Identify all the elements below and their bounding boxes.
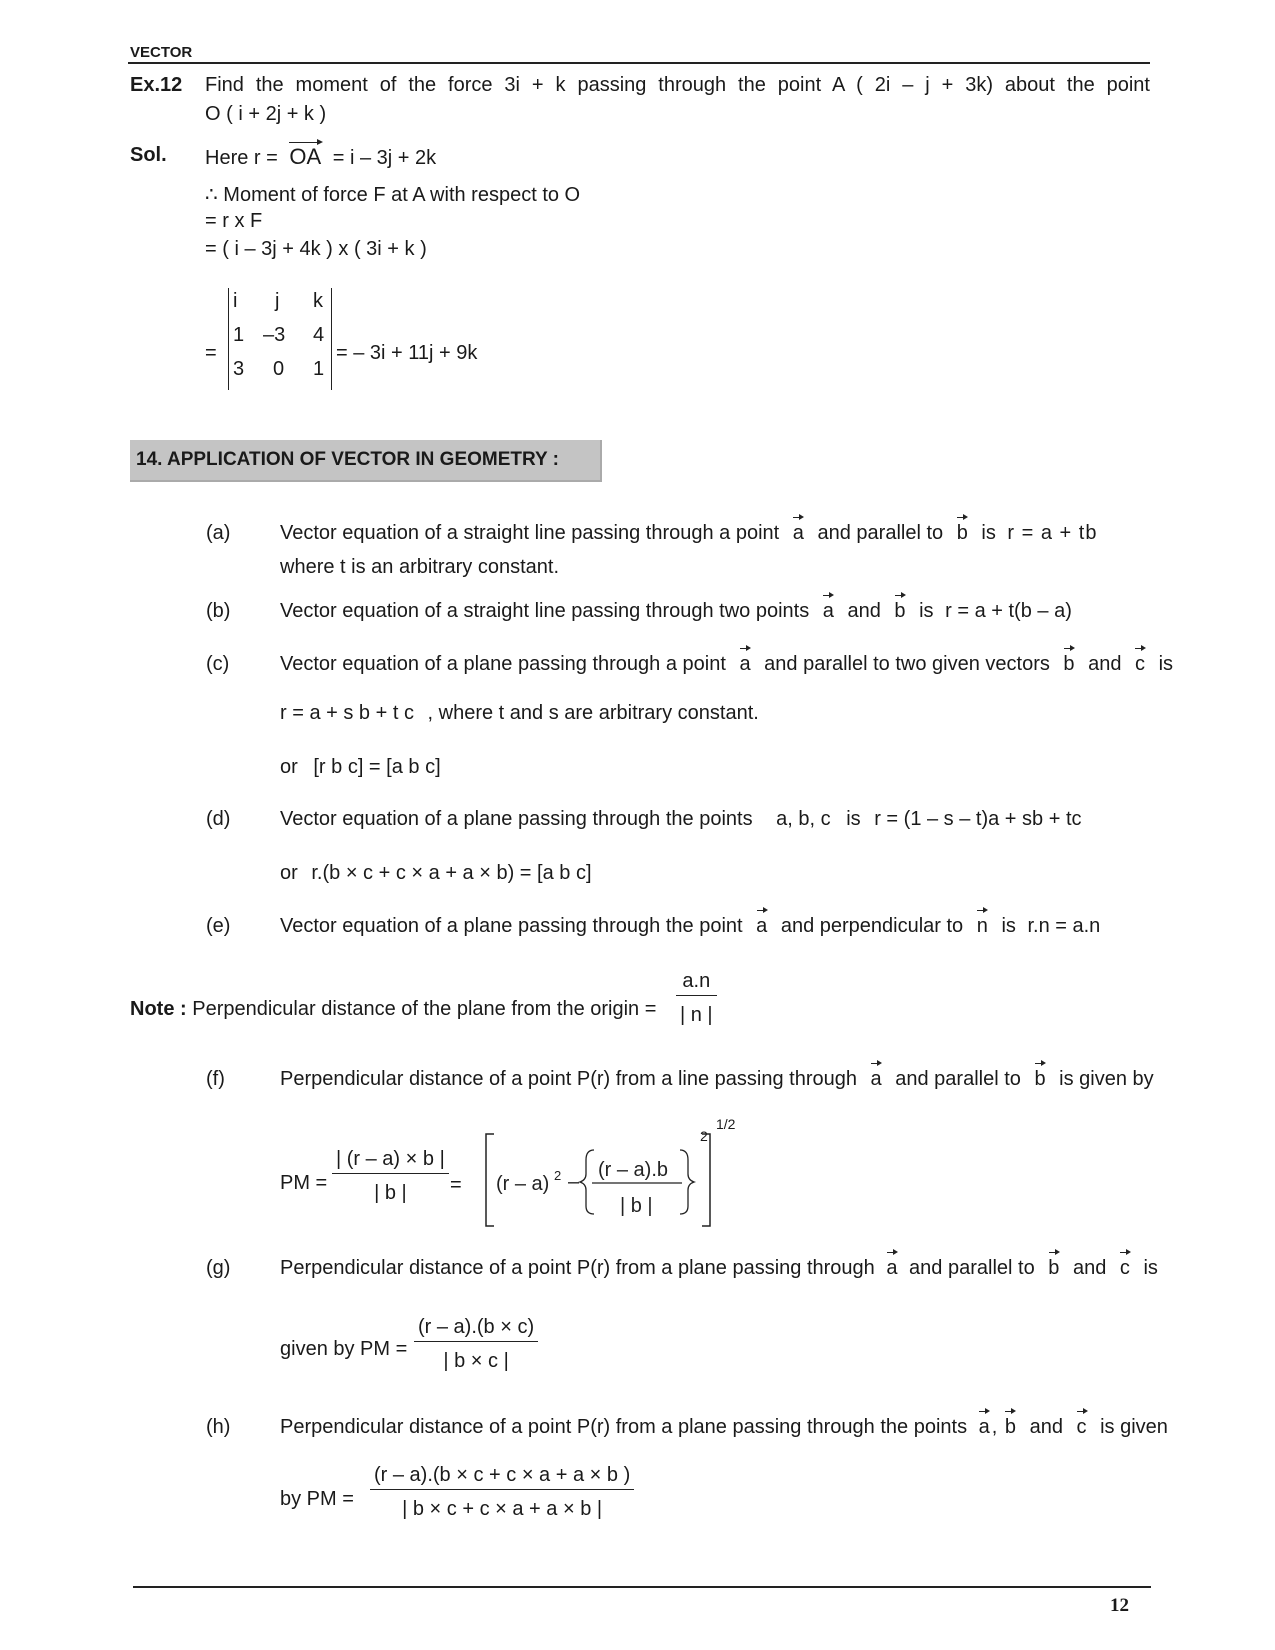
item-b-text: Vector equation of a straight line passing through two points	[280, 600, 810, 622]
det-cell: j	[275, 290, 280, 312]
vector-b: b	[1034, 1068, 1046, 1090]
item-d-points: a, b, c	[776, 808, 831, 830]
item-d-formula: r = (1 – s – t)a + sb + tc	[874, 808, 1082, 830]
item-f-fraction	[332, 1148, 449, 1205]
item-c-or: or	[280, 756, 298, 778]
item-g-is: is	[1143, 1257, 1158, 1279]
item-c-is: is	[1158, 653, 1174, 675]
item-d-text: Vector equation of a plane passing through the points	[280, 808, 753, 830]
item-b-formula: r = a + t(b – a)	[945, 600, 1072, 622]
item-d-line1	[280, 808, 1082, 831]
item-f-denominator: | b |	[332, 1173, 449, 1205]
item-c-line3	[280, 756, 441, 779]
vector-c: c	[1135, 653, 1146, 675]
item-c-formula2: [r b c] = [a b c]	[313, 756, 441, 778]
vector-b: b	[1004, 1416, 1017, 1438]
det-cell: k	[313, 290, 323, 312]
item-b-and: and	[847, 600, 881, 622]
item-c-suffix: , where t and s are arbitrary constant.	[427, 702, 759, 724]
det-cell: 1	[233, 324, 245, 346]
item-f-bracket-expression	[482, 1130, 742, 1230]
item-h-fraction	[370, 1464, 634, 1521]
note-numerator: a.n	[682, 970, 711, 992]
item-e-text: Vector equation of a plane passing through the point	[280, 915, 743, 937]
determinant-equals: =	[205, 342, 217, 364]
note-denominator: | n |	[676, 995, 717, 1027]
solution-line1	[205, 144, 436, 170]
item-a-is: is	[981, 522, 996, 544]
example-question-line2: O ( i + 2j + k )	[205, 103, 327, 125]
vector-b: b	[1063, 653, 1075, 675]
item-a-text: Vector equation of a straight line passing through a point	[280, 522, 780, 544]
item-f-square: 2	[700, 1128, 708, 1144]
solution-label: Sol.	[130, 144, 167, 166]
item-f-given-by: is given by	[1059, 1068, 1154, 1090]
item-g-line	[280, 1257, 1158, 1280]
item-h-label: (h)	[206, 1416, 231, 1438]
vector-a: a	[822, 600, 834, 622]
page-number: 12	[1110, 1595, 1129, 1616]
item-h-numerator: (r – a).(b × c + c × a + a × b )	[374, 1464, 631, 1486]
vector-a: a	[978, 1416, 990, 1438]
note-fraction	[676, 970, 717, 1027]
section-title: 14. APPLICATION OF VECTOR IN GEOMETRY :	[136, 449, 559, 470]
item-g-parallel: and parallel to	[909, 1257, 1035, 1279]
determinant-result: = – 3i + 11j + 9k	[336, 342, 478, 364]
therefore-symbol: ∴	[205, 184, 218, 206]
item-g-and: and	[1072, 1257, 1107, 1279]
solution-line2	[205, 182, 580, 207]
vector-c: c	[1076, 1416, 1087, 1438]
moment-text: Moment of force F at A with respect to O	[223, 184, 581, 206]
item-d-line2	[280, 862, 592, 885]
item-c-and: and	[1088, 653, 1122, 675]
item-f-text: Perpendicular distance of a point P(r) from a line passing through	[280, 1068, 857, 1090]
det-cell: –3	[263, 324, 286, 346]
item-b-is: is	[919, 600, 934, 622]
determinant	[228, 288, 332, 390]
item-c-parallel: and parallel to two given vectors	[764, 653, 1050, 675]
svg-text:2: 2	[554, 1168, 562, 1183]
vector-c: c	[1119, 1257, 1130, 1279]
section-heading	[130, 440, 602, 482]
item-d-formula2: r.(b × c + c × a + a × b) = [a b c]	[311, 862, 592, 884]
item-g-label: (g)	[206, 1257, 231, 1279]
vector-b: b	[1048, 1257, 1060, 1279]
vector-a: a	[886, 1257, 898, 1279]
item-f-half-power: 1/2	[716, 1116, 736, 1132]
running-header: VECTOR	[130, 44, 193, 61]
item-d-label: (d)	[206, 808, 231, 830]
item-c-formula: r = a + s b + t c	[280, 702, 414, 724]
item-b-label: (b)	[206, 600, 231, 622]
item-h-line: Perpendicular distance of a point P(r) from a plane passing through the points a , b and c is given	[280, 1416, 1168, 1438]
item-h-and: and	[1029, 1416, 1063, 1438]
det-cell: 0	[273, 358, 285, 380]
item-c-label: (c)	[206, 653, 230, 675]
vector-a: a	[756, 915, 768, 937]
item-e-formula: r.n = a.n	[1027, 915, 1101, 937]
det-cell: 3	[233, 358, 245, 380]
footer-rule	[133, 1586, 1151, 1588]
vector-n: n	[976, 915, 988, 937]
item-g-prefix: given by PM =	[280, 1338, 408, 1360]
det-cell: 1	[313, 358, 325, 380]
item-d-or: or	[280, 862, 298, 884]
vector-a: a	[792, 522, 804, 544]
item-f-parallel: and parallel to	[895, 1068, 1021, 1090]
item-f-equals: =	[450, 1174, 462, 1196]
item-g-numerator: (r – a).(b × c)	[418, 1316, 535, 1338]
item-a-and: and parallel to	[817, 522, 944, 544]
item-a-formula: r = a + tb	[1007, 522, 1098, 544]
vector-oa: OA	[289, 144, 322, 169]
note-line	[130, 998, 656, 1021]
here-text: Here r =	[205, 147, 278, 169]
item-c-line2	[280, 702, 759, 725]
svg-text:–: –	[568, 1171, 580, 1193]
item-g-fraction	[414, 1316, 538, 1373]
item-a-label: (a)	[206, 522, 231, 544]
vector-a: a	[739, 653, 751, 675]
note-text: Perpendicular distance of the plane from the origin =	[192, 998, 657, 1020]
item-f-label: (f)	[206, 1068, 225, 1090]
solution-line3: = r x F	[205, 210, 263, 232]
note-label: Note :	[130, 998, 187, 1020]
vector-b: b	[894, 600, 906, 622]
example-label: Ex.12	[130, 74, 183, 96]
item-h-denominator: | b × c + c × a + a × b |	[370, 1489, 634, 1521]
item-a-line1	[280, 522, 1097, 545]
item-e-perp: and perpendicular to	[780, 915, 964, 937]
item-f-pm: PM =	[280, 1172, 328, 1194]
item-c-line1	[280, 653, 1173, 676]
item-d-is: is	[846, 808, 861, 830]
item-e-line	[280, 915, 1100, 938]
header-rule	[128, 62, 1150, 64]
det-cell: i	[233, 290, 238, 312]
oa-value: = i – 3j + 2k	[332, 147, 437, 169]
item-h-prefix: by PM =	[280, 1488, 354, 1510]
item-g-text: Perpendicular distance of a point P(r) from a plane passing through	[280, 1257, 875, 1279]
item-e-label: (e)	[206, 915, 231, 937]
item-h-given: is given	[1100, 1416, 1168, 1438]
svg-text:| b |: | b |	[620, 1195, 653, 1217]
example-question-line1: Find the moment of the force 3i + k passing through the point A ( 2i – j + 3k) about the point	[205, 74, 1150, 96]
item-b-line	[280, 600, 1072, 623]
det-cell: 4	[313, 324, 325, 346]
solution-line4: = ( i – 3j + 4k ) x ( 3i + k )	[205, 238, 427, 260]
item-g-denominator: | b × c |	[414, 1341, 538, 1373]
item-f-numerator: | (r – a) × b |	[336, 1148, 445, 1170]
item-h-text: Perpendicular distance of a point P(r) from a plane passing through the points	[280, 1416, 968, 1438]
vector-b: b	[956, 522, 968, 544]
item-c-text: Vector equation of a plane passing through a point	[280, 653, 726, 675]
item-a-line2: where t is an arbitrary constant.	[280, 556, 560, 578]
svg-text:(r – a).b: (r – a).b	[598, 1159, 669, 1181]
item-f-line	[280, 1068, 1154, 1091]
item-e-is: is	[1001, 915, 1016, 937]
svg-text:(r – a): (r – a)	[496, 1173, 550, 1195]
vector-a: a	[870, 1068, 882, 1090]
